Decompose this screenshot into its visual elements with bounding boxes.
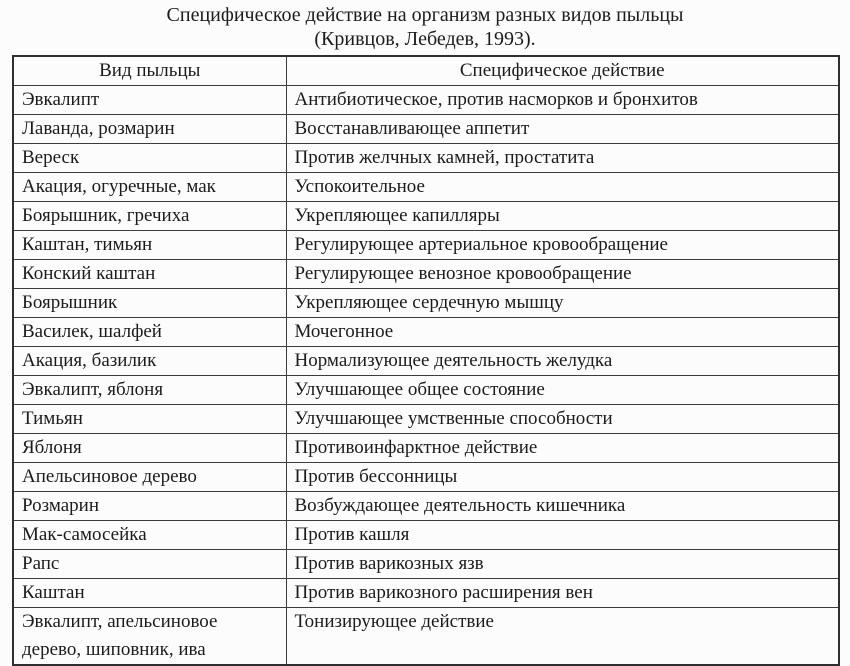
- specific-effect-cell: Против варикозных язв: [286, 550, 839, 579]
- table-row: [13, 173, 839, 202]
- table-row: [13, 231, 839, 260]
- specific-effect-cell: Возбуждающее деятельность кишечника: [286, 492, 839, 521]
- pollen-type-cell: Боярышник, гречиха: [13, 202, 286, 231]
- table-body: [13, 86, 839, 666]
- title-line2: (Кривцов, Лебедев, 1993).: [314, 28, 536, 50]
- column-header-pollen-type: Вид пыльцы: [13, 56, 286, 86]
- header-row: [13, 56, 839, 86]
- pollen-type-cell: Каштан, тимьян: [13, 231, 286, 260]
- table-row: [13, 579, 839, 608]
- pollen-type-cell: Мак-самосейка: [13, 521, 286, 550]
- table-row: [13, 550, 839, 579]
- table-row: [13, 405, 839, 434]
- specific-effect-cell: Укрепляющее сердечную мышцу: [286, 289, 839, 318]
- specific-effect-cell: Нормализующее деятельность желудка: [286, 347, 839, 376]
- table-row: [13, 463, 839, 492]
- pollen-type-cell: Эвкалипт, апельсиновое дерево, шиповник, ива: [13, 608, 286, 666]
- pollen-type-cell: Конский каштан: [13, 260, 286, 289]
- table-row: [13, 202, 839, 231]
- pollen-type-cell: Апельсиновое дерево: [13, 463, 286, 492]
- table-row: [13, 86, 839, 115]
- table-row: [13, 521, 839, 550]
- table-row: [13, 608, 839, 666]
- table-row: [13, 318, 839, 347]
- pollen-type-cell: Акация, базилик: [13, 347, 286, 376]
- specific-effect-cell: Укрепляющее капилляры: [286, 202, 839, 231]
- pollen-type-cell: Яблоня: [13, 434, 286, 463]
- specific-effect-cell: Регулирующее артериальное кровообращение: [286, 231, 839, 260]
- pollen-type-cell: Розмарин: [13, 492, 286, 521]
- pollen-type-cell: Каштан: [13, 579, 286, 608]
- specific-effect-cell: Против кашля: [286, 521, 839, 550]
- table-row: [13, 144, 839, 173]
- table-row: [13, 289, 839, 318]
- pollen-type-cell: Акация, огуречные, мак: [13, 173, 286, 202]
- pollen-type-cell: Василек, шалфей: [13, 318, 286, 347]
- specific-effect-cell: Против желчных камней, простатита: [286, 144, 839, 173]
- specific-effect-cell: Регулирующее венозное кровообращение: [286, 260, 839, 289]
- table-row: [13, 115, 839, 144]
- table-row: [13, 434, 839, 463]
- specific-effect-cell: Противоинфарктное действие: [286, 434, 839, 463]
- table-row: [13, 260, 839, 289]
- pollen-type-cell: Рапс: [13, 550, 286, 579]
- specific-effect-cell: Улучшающее умственные способности: [286, 405, 839, 434]
- specific-effect-cell: Улучшающее общее состояние: [286, 376, 839, 405]
- pollen-type-cell: Эвкалипт, яблоня: [13, 376, 286, 405]
- specific-effect-cell: Мочегонное: [286, 318, 839, 347]
- table-row: [13, 347, 839, 376]
- pollen-type-cell: Вереск: [13, 144, 286, 173]
- specific-effect-cell: Антибиотическое, против насморков и бронхитов: [286, 86, 839, 115]
- column-header-specific-effect: Специфическое действие: [286, 56, 839, 86]
- specific-effect-cell: Успокоительное: [286, 173, 839, 202]
- pollen-type-cell: Эвкалипт: [13, 86, 286, 115]
- specific-effect-cell: Восстанавливающее аппетит: [286, 115, 839, 144]
- page-title: [0, 0, 850, 51]
- specific-effect-cell: Против варикозного расширения вен: [286, 579, 839, 608]
- title-line1: Специфическое действие на организм разных видов пыльцы: [166, 4, 684, 26]
- pollen-effects-table: [12, 55, 840, 666]
- table-row: [13, 492, 839, 521]
- specific-effect-cell: Против бессонницы: [286, 463, 839, 492]
- specific-effect-cell: Тонизирующее действие: [286, 608, 839, 666]
- pollen-type-cell: Боярышник: [13, 289, 286, 318]
- pollen-type-cell: Лаванда, розмарин: [13, 115, 286, 144]
- table-row: [13, 376, 839, 405]
- pollen-type-cell: Тимьян: [13, 405, 286, 434]
